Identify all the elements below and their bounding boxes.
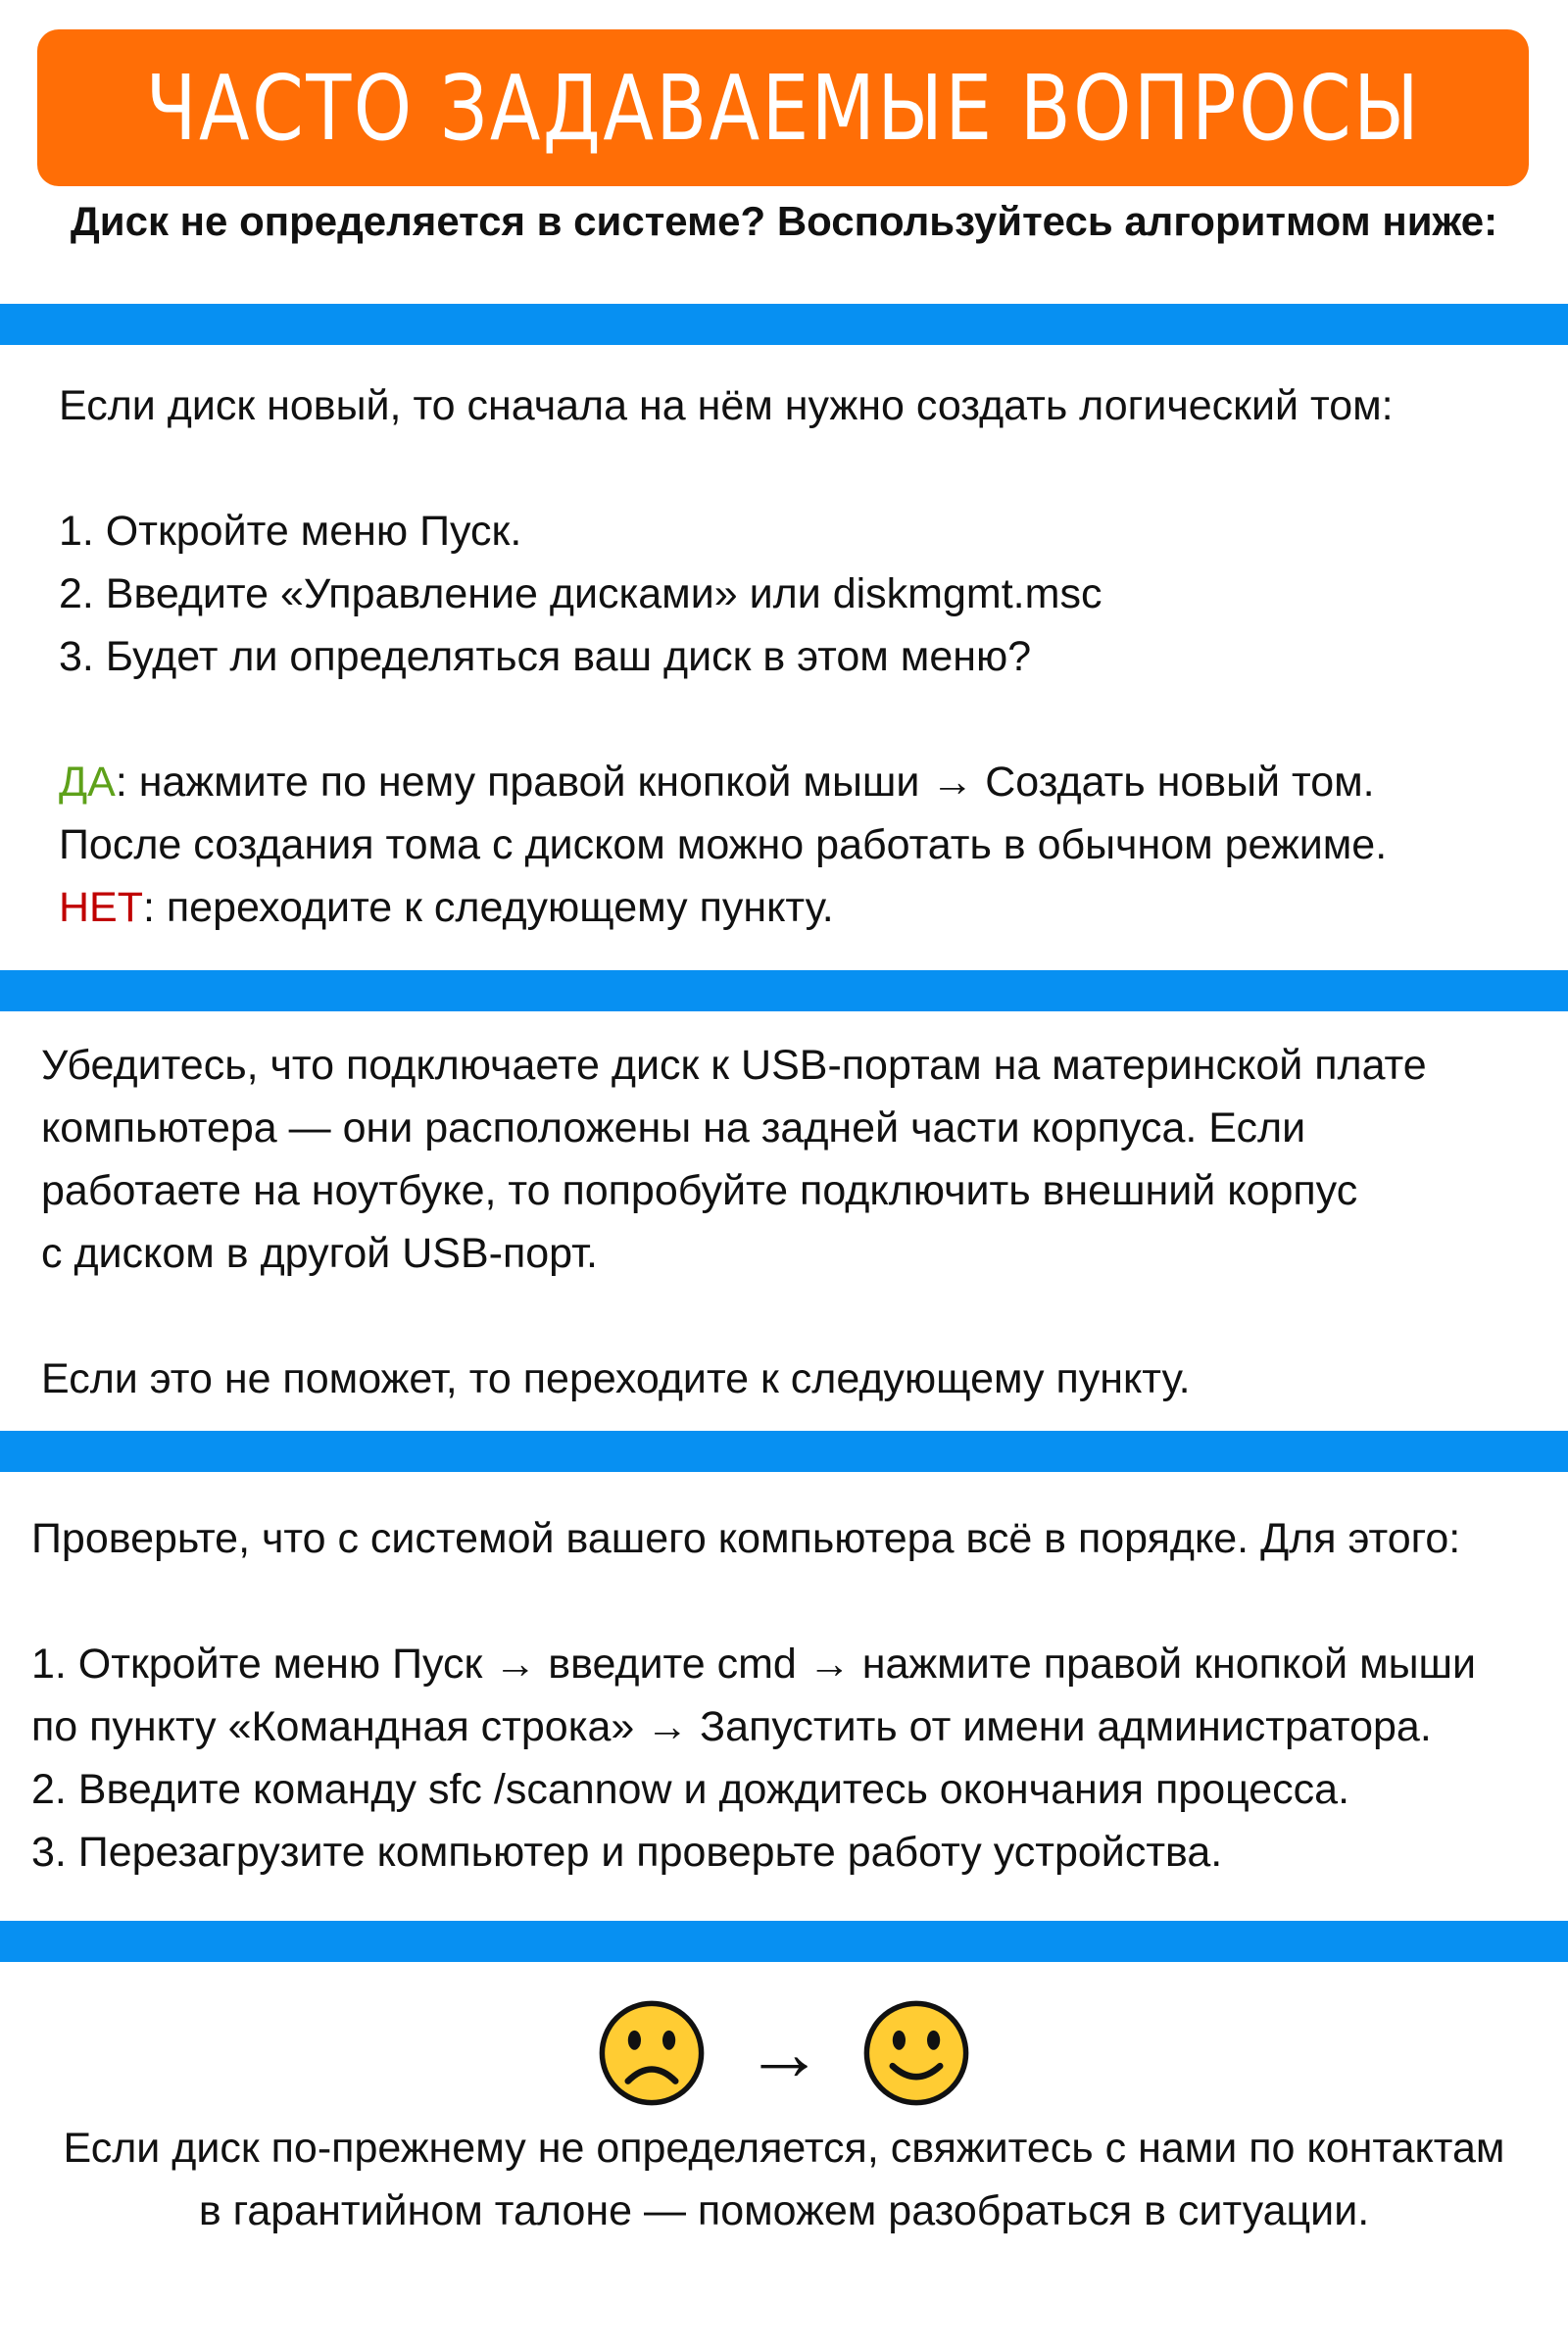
section-footer: Если это не поможет, то переходите к следующему пункту. bbox=[41, 1355, 1191, 1402]
sad-face-icon bbox=[598, 1999, 706, 2107]
yes-answer bbox=[59, 751, 1394, 813]
emoji-row bbox=[0, 1989, 1568, 2117]
smiling-face-icon bbox=[862, 1999, 970, 2107]
page-title: ЧАСТО ЗАДАВАЕМЫЕ ВОПРОСЫ bbox=[145, 55, 1421, 161]
section-divider bbox=[0, 1921, 1568, 1962]
no-text: : переходите к следующему пункту. bbox=[143, 884, 834, 931]
section-system-check bbox=[31, 1507, 1476, 1884]
section-divider bbox=[0, 970, 1568, 1011]
yes-text: : нажмите по нему правой кнопкой мыши → Создать новый том. bbox=[115, 759, 1375, 806]
closing-line: Если диск по-прежнему не определяется, свяжитесь с нами по контактам bbox=[63, 2125, 1505, 2172]
arrow-right-icon: → bbox=[745, 2009, 823, 2096]
section-intro: Проверьте, что с системой вашего компьютера всё в порядке. Для этого: bbox=[31, 1515, 1461, 1562]
yes-label: ДА bbox=[59, 759, 116, 806]
title-banner bbox=[37, 29, 1529, 186]
paragraph-line: компьютера — они расположены на задней части корпуса. Если bbox=[41, 1104, 1306, 1152]
section-divider bbox=[0, 1431, 1568, 1472]
yes-text-continued: После создания тома с диском можно работать в обычном режиме. bbox=[59, 821, 1388, 868]
section-divider bbox=[0, 304, 1568, 345]
step-item: по пункту «Командная строка» → Запустить от имени администратора. bbox=[31, 1703, 1432, 1750]
step-item: 1. Откройте меню Пуск. bbox=[59, 508, 522, 555]
step-item: 3. Будет ли определяться ваш диск в этом меню? bbox=[59, 633, 1032, 680]
section-usb-ports bbox=[41, 1034, 1427, 1410]
step-item: 2. Введите «Управление дисками» или diskmgmt.msc bbox=[59, 570, 1102, 617]
step-item: 1. Откройте меню Пуск → введите cmd → нажмите правой кнопкой мыши bbox=[31, 1641, 1477, 1688]
paragraph-line: с диском в другой USB-порт. bbox=[41, 1230, 598, 1277]
closing-line: в гарантийном талоне — поможем разобраться в ситуации. bbox=[198, 2187, 1370, 2234]
no-label: НЕТ bbox=[59, 884, 143, 931]
paragraph-line: Убедитесь, что подключаете диск к USB-портам на материнской плате bbox=[41, 1042, 1427, 1089]
section-intro: Если диск новый, то сначала на нём нужно создать логический том: bbox=[59, 382, 1394, 429]
closing-message bbox=[0, 2117, 1568, 2242]
no-answer bbox=[59, 876, 1394, 939]
section-new-disk bbox=[59, 374, 1394, 939]
step-item: 2. Введите команду sfc /scannow и дождитесь окончания процесса. bbox=[31, 1766, 1350, 1813]
page-subtitle: Диск не определяется в системе? Воспользуйтесь алгоритмом ниже: bbox=[70, 198, 1498, 244]
step-item: 3. Перезагрузите компьютер и проверьте работу устройства. bbox=[31, 1829, 1223, 1876]
paragraph-line: работаете на ноутбуке, то попробуйте подключить внешний корпус bbox=[41, 1167, 1358, 1214]
